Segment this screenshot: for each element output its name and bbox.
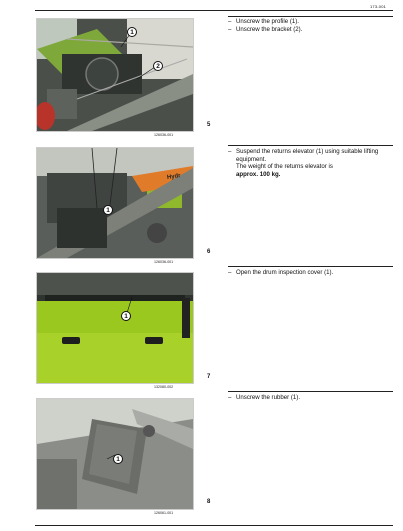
step-5-photo — [36, 18, 194, 132]
instruction-rule — [228, 145, 393, 146]
instruction-line: – Suspend the returns elevator (1) using suitable lifting equipment. — [228, 148, 379, 163]
instruction-line: – Unscrew the profile (1). — [228, 18, 299, 25]
step-number: 8 — [207, 499, 211, 505]
step-8-photo — [36, 398, 194, 510]
bottom-rule — [35, 525, 393, 526]
weight-note: The weight of the returns elevator is approx. 100 kg. — [236, 163, 333, 178]
instruction-line: – Open the drum inspection cover (1). — [228, 269, 334, 276]
image-code: 126036-001 — [154, 260, 174, 264]
step-6-photo — [36, 147, 194, 259]
instruction-rule — [228, 16, 393, 17]
step-number: 7 — [207, 374, 211, 380]
instruction-line: – Unscrew the rubber (1). — [228, 394, 301, 401]
hydraulic-label: Hydr — [166, 173, 182, 181]
image-code: 126036-001 — [154, 133, 174, 137]
step-7-photo — [36, 272, 194, 384]
callout-1: 1 — [121, 311, 131, 321]
instruction-block — [228, 148, 393, 178]
instruction-block — [228, 394, 393, 402]
top-rule — [35, 10, 393, 11]
step-number: 5 — [207, 122, 211, 128]
instruction-rule — [228, 391, 393, 392]
callout-2: 2 — [153, 61, 163, 71]
callout-1: 1 — [113, 454, 123, 464]
page-reference: 173-001 — [370, 4, 387, 9]
instruction-rule — [228, 266, 393, 267]
image-code: 132080-002 — [154, 385, 174, 389]
callout-1: 1 — [103, 205, 113, 215]
image-code: 126061-001 — [154, 511, 174, 515]
step-number: 6 — [207, 249, 211, 255]
instruction-block — [228, 269, 393, 277]
callout-1: 1 — [127, 27, 137, 37]
instruction-block — [228, 18, 393, 33]
instruction-line: – Unscrew the bracket (2). — [228, 25, 303, 33]
